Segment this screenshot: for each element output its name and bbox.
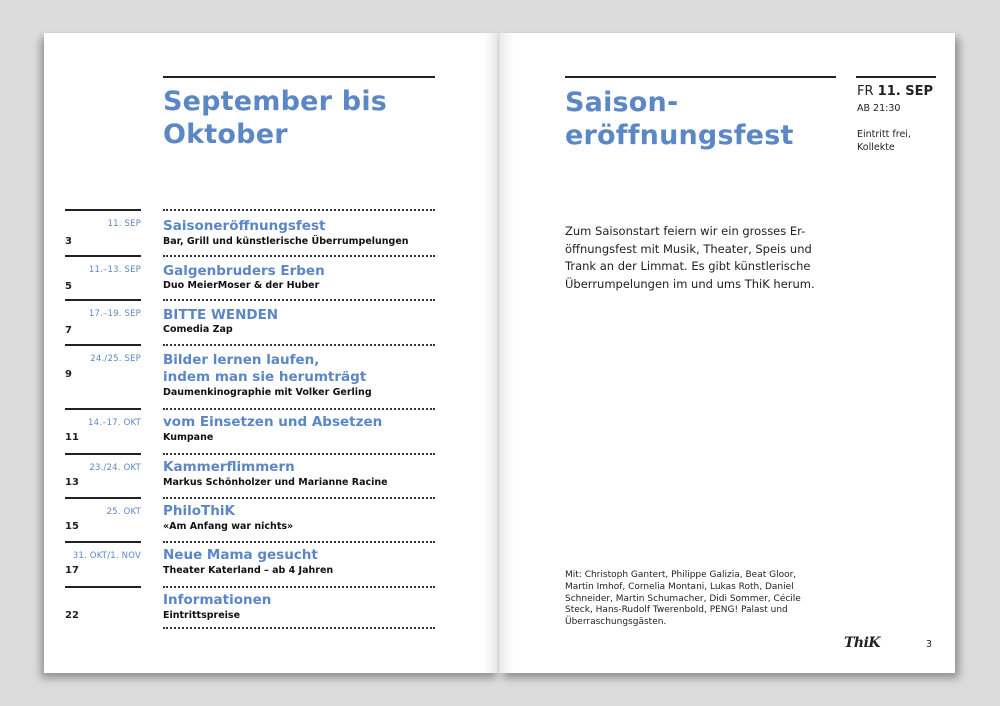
toc-subtitle: Daumenkinographie mit Volker Gerling xyxy=(163,387,372,398)
title-line-2: eröffnungsfest xyxy=(565,120,794,151)
row-rule xyxy=(65,408,141,410)
toc-title-line-1: Bilder lernen laufen, xyxy=(163,352,320,368)
toc-date: 11.–13. SEP xyxy=(88,265,141,275)
row-rule xyxy=(65,541,141,543)
toc-subtitle: Duo MeierMoser & der Huber xyxy=(163,280,320,291)
toc-subtitle: «Am Anfang war nichts» xyxy=(163,521,294,532)
toc-title xyxy=(163,352,443,386)
toc-title: Saisoneröffnungsfest xyxy=(163,218,326,234)
toc-date: 17.–19. SEP xyxy=(88,309,141,319)
event-weekday: FR xyxy=(857,84,874,99)
toc-subtitle: Kumpane xyxy=(163,432,214,443)
toc-page-number: 5 xyxy=(65,281,72,292)
title-line-1: Saison- xyxy=(565,87,679,118)
credits-line: Steck, Hans-Rudolf Twerenbold, PENG! Palast und xyxy=(565,605,788,616)
toc-title: Kammerflimmern xyxy=(163,459,295,475)
heading-rule xyxy=(163,76,435,78)
row-dotted-rule xyxy=(163,299,435,301)
toc-date: 11. SEP xyxy=(107,219,141,229)
heading-rule xyxy=(565,76,836,78)
toc-page-number: 22 xyxy=(65,610,79,621)
toc-title: BITTE WENDEN xyxy=(163,307,279,323)
toc-subtitle: Markus Schönholzer und Marianne Racine xyxy=(163,477,388,488)
info-rule xyxy=(856,76,936,78)
row-rule xyxy=(65,299,141,301)
toc-page-number: 13 xyxy=(65,477,79,488)
row-dotted-rule xyxy=(163,209,435,211)
title-line-2: Oktober xyxy=(163,119,288,150)
event-day: 11. SEP xyxy=(877,84,933,99)
toc-date: 14.–17. OKT xyxy=(88,418,141,428)
gutter-shadow xyxy=(484,33,514,673)
toc-title: Galgenbruders Erben xyxy=(163,263,325,279)
row-rule xyxy=(65,586,141,588)
credits-line: Martin Imhof, Cornelia Montani, Lukas Roth, Daniel xyxy=(565,581,794,592)
row-dotted-rule xyxy=(163,408,435,410)
event-description xyxy=(565,223,845,293)
left-page xyxy=(44,33,499,673)
page-number: 3 xyxy=(926,639,933,650)
event-time: AB 21:30 xyxy=(857,103,901,114)
toc-subtitle: Eintrittspreise xyxy=(163,610,241,621)
row-dotted-rule xyxy=(163,344,435,346)
credits-line: Überraschungsgästen. xyxy=(565,617,667,628)
toc-subtitle: Comedia Zap xyxy=(163,324,233,335)
credits-line: Mit: Christoph Gantert, Philippe Galizia, Beat Gloor, xyxy=(565,570,797,580)
row-rule xyxy=(65,497,141,499)
right-page xyxy=(499,33,955,673)
row-dotted-rule xyxy=(163,497,435,499)
description-line: öffnungsfest mit Musik, Theater, Speis und xyxy=(565,241,812,256)
description-line: Überrumpelungen im und ums ThiK herum. xyxy=(565,276,815,291)
toc-date: 25. OKT xyxy=(106,507,141,517)
description-line: Zum Saisonstart feiern wir ein grosses Er- xyxy=(565,224,806,238)
row-rule xyxy=(65,255,141,257)
toc-page-number: 7 xyxy=(65,325,72,336)
credits xyxy=(565,570,815,629)
admission-note xyxy=(857,128,911,154)
toc-date: 31. OKT/1. NOV xyxy=(72,551,141,561)
row-rule xyxy=(65,344,141,346)
toc-title: Informationen xyxy=(163,592,272,608)
title-line-1: September bis xyxy=(163,86,388,117)
toc-page-number: 11 xyxy=(65,432,79,443)
toc-date: 24./25. SEP xyxy=(90,354,141,364)
admission-line-1: Eintritt frei, xyxy=(857,129,911,140)
row-rule xyxy=(65,453,141,455)
toc-subtitle: Theater Katerland – ab 4 Jahren xyxy=(163,565,334,576)
event-title xyxy=(565,86,794,152)
toc-page-number: 3 xyxy=(65,236,72,247)
row-dotted-rule xyxy=(163,586,435,588)
admission-line-2: Kollekte xyxy=(857,142,895,153)
event-date xyxy=(857,84,933,99)
toc-subtitle: Bar, Grill und künstlerische Überrumpelungen xyxy=(163,236,409,247)
toc-date: 23./24. OKT xyxy=(89,463,141,473)
toc-title: Neue Mama gesucht xyxy=(163,547,318,563)
toc-page-number: 9 xyxy=(65,369,72,380)
toc-title-line-2: indem man sie herumträgt xyxy=(163,369,367,385)
toc-title: PhiloThiK xyxy=(163,503,235,519)
row-dotted-rule xyxy=(163,453,435,455)
page-title xyxy=(163,85,387,151)
thik-logo: ThiK xyxy=(844,635,881,651)
row-dotted-rule xyxy=(163,541,435,543)
credits-line: Schneider, Martin Schumacher, Didi Sommer, Cécile xyxy=(565,593,801,604)
closing-dotted-rule xyxy=(163,627,435,629)
toc-title: vom Einsetzen und Absetzen xyxy=(163,414,383,430)
row-dotted-rule xyxy=(163,255,435,257)
description-line: Trank an der Limmat. Es gibt künstlerische xyxy=(565,259,811,273)
toc-page-number: 15 xyxy=(65,521,79,532)
toc-page-number: 17 xyxy=(65,565,79,576)
row-rule xyxy=(65,209,141,211)
